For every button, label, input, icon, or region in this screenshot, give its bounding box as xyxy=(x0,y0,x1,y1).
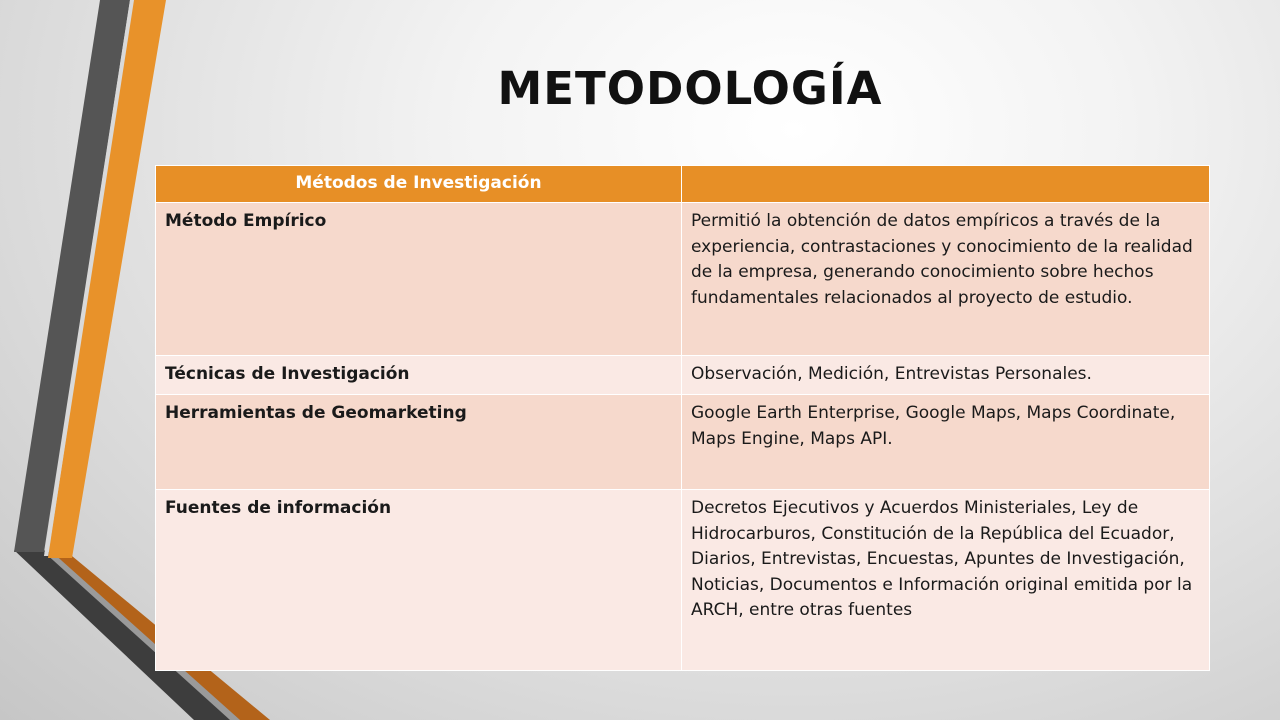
slide-title: METODOLOGÍA xyxy=(497,62,883,115)
table-row xyxy=(156,490,1210,671)
table-row xyxy=(156,356,1210,395)
row-text: Decretos Ejecutivos y Acuerdos Ministeriales, Ley de Hidrocarburos, Constitución de la República del Ecuador, Diarios, Entrevistas, Encuestas, Apuntes de Investigación, Noticias, Documentos e Información original emitida por la ARCH, entre otras fuentes xyxy=(682,490,1210,671)
row-text: Google Earth Enterprise, Google Maps, Maps Coordinate, Maps Engine, Maps API. xyxy=(682,395,1210,490)
row-label: Técnicas de Investigación xyxy=(156,356,682,395)
row-text: Observación, Medición, Entrevistas Personales. xyxy=(682,356,1210,395)
table-row xyxy=(156,203,1210,356)
table-header-methods: Métodos de Investigación xyxy=(156,166,682,203)
row-label: Método Empírico xyxy=(156,203,682,356)
row-text: Permitió la obtención de datos empíricos a través de la experiencia, contrastaciones y conocimiento de la realidad de la empresa, generando conocimiento sobre hechos fundamentales relacionados al proyecto de estudio. xyxy=(682,203,1210,356)
row-label: Fuentes de información xyxy=(156,490,682,671)
row-label: Herramientas de Geomarketing xyxy=(156,395,682,490)
methodology-table-container xyxy=(155,165,1209,671)
table-header-row xyxy=(156,166,1210,203)
table-row xyxy=(156,395,1210,490)
table-header-empty xyxy=(682,166,1210,203)
methodology-table xyxy=(155,165,1210,671)
